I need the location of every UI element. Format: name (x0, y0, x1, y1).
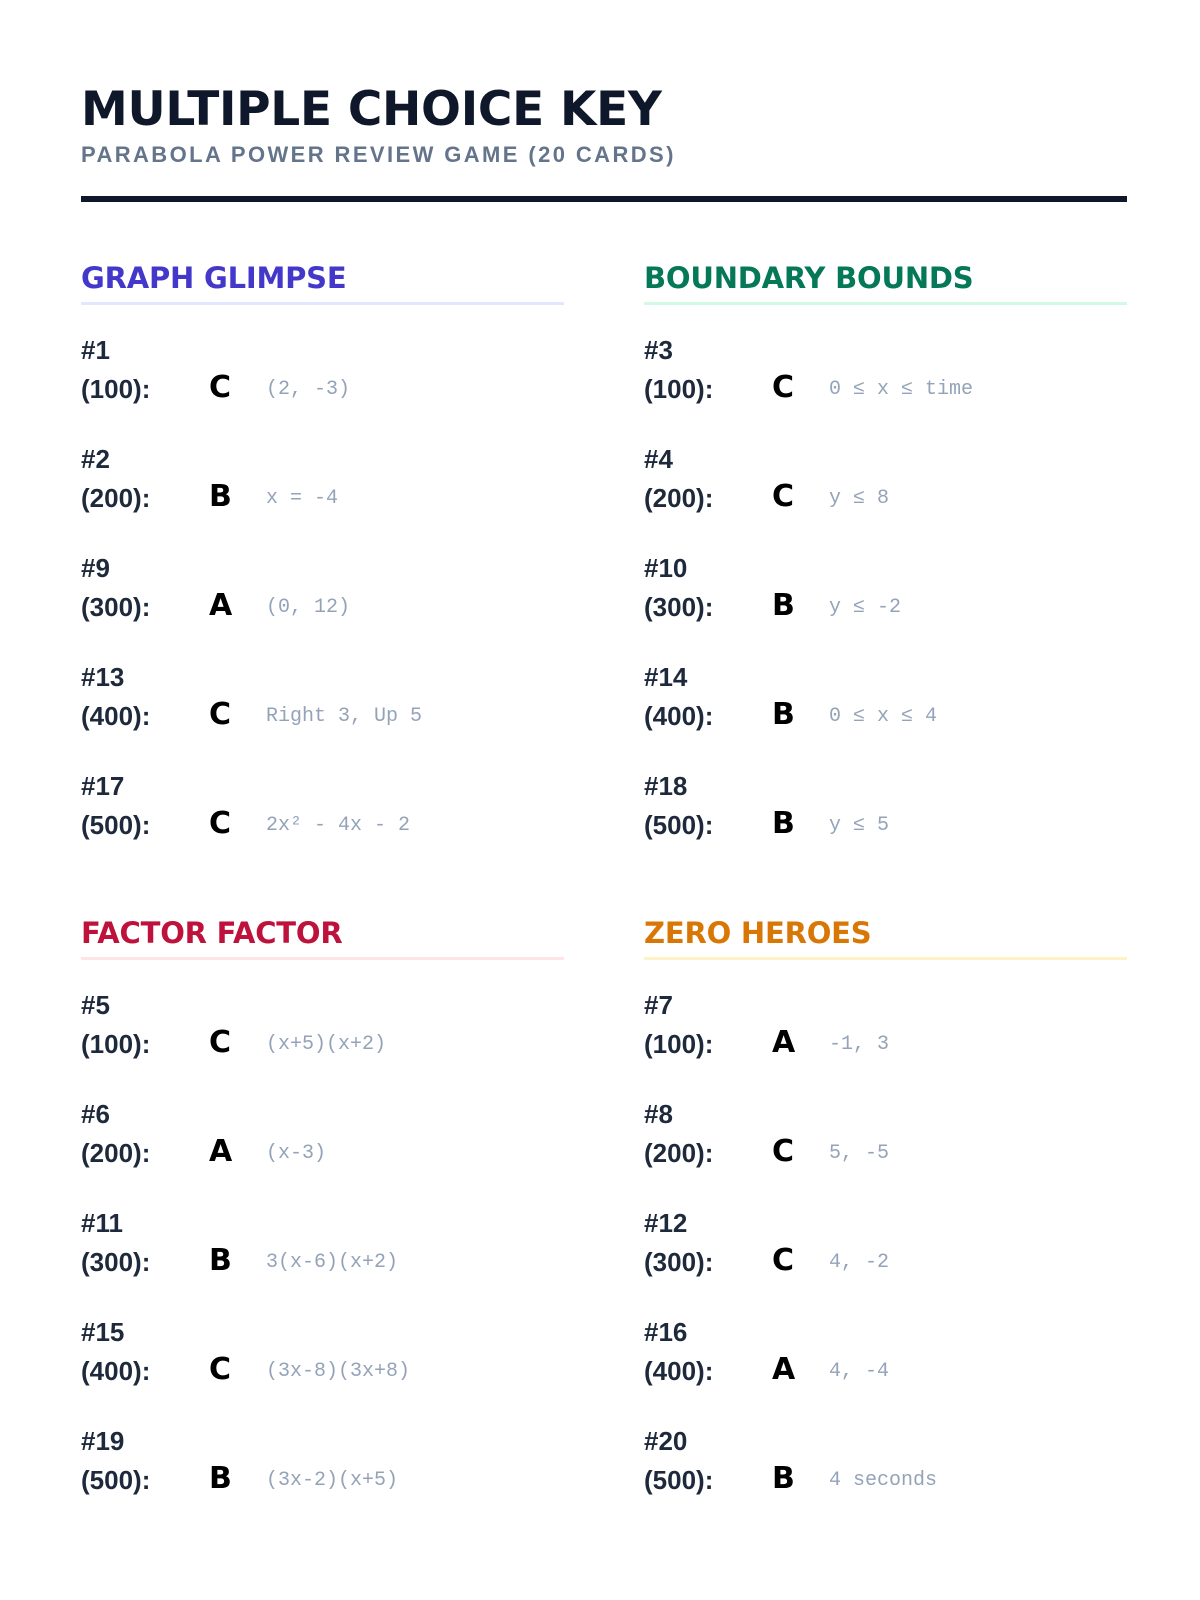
answer-detail: (3x-8)(3x+8) (266, 1360, 411, 1383)
section-zero-heroes (644, 915, 1127, 1500)
answer-detail: y ≤ 8 (829, 487, 890, 510)
page-subtitle: PARABOLA POWER REVIEW GAME (20 CARDS) (81, 142, 676, 167)
answer-letter: B (209, 1461, 232, 1496)
answer-detail: 5, -5 (829, 1142, 890, 1165)
card-label: #1 (100): (81, 335, 151, 404)
card-label: #13 (400): (81, 662, 151, 731)
section-factor-factor (81, 915, 564, 1500)
answer-row (644, 1099, 1127, 1173)
answer-letter: B (772, 697, 795, 732)
card-label: #12 (300): (644, 1208, 714, 1277)
answer-detail: 4, -2 (829, 1251, 890, 1274)
section-graph-glimpse (81, 260, 564, 845)
answer-detail: Right 3, Up 5 (266, 705, 423, 728)
answer-row (81, 444, 564, 518)
card-label: #20 (500): (644, 1426, 714, 1495)
card-label: #14 (400): (644, 662, 714, 731)
title-divider (81, 196, 1127, 202)
answer-letter: C (209, 1025, 232, 1060)
card-label: #8 (200): (644, 1099, 714, 1168)
answer-row (644, 771, 1127, 845)
answer-row (644, 553, 1127, 627)
answer-row (644, 444, 1127, 518)
card-label: #4 (200): (644, 444, 714, 513)
answer-key-page (81, 84, 1127, 1500)
answer-detail: (x+5)(x+2) (266, 1033, 387, 1056)
card-label: #17 (500): (81, 771, 151, 840)
answer-detail: 2x² - 4x - 2 (266, 814, 411, 837)
card-label: #3 (100): (644, 335, 714, 404)
answer-row (644, 1208, 1127, 1282)
answer-detail: y ≤ -2 (829, 596, 902, 619)
answer-row (81, 990, 564, 1064)
answer-letter: B (772, 1461, 795, 1496)
card-label: #7 (100): (644, 990, 714, 1059)
sections-grid (81, 260, 1127, 1500)
section-heading: ZERO HEROES (644, 915, 1127, 960)
answer-row (644, 1426, 1127, 1500)
answer-row (81, 1208, 564, 1282)
answer-letter: C (772, 370, 795, 405)
answer-letter: B (772, 588, 795, 623)
answer-row (644, 990, 1127, 1064)
answer-letter: C (209, 806, 232, 841)
card-label: #11 (300): (81, 1208, 151, 1277)
answer-letter: C (209, 697, 232, 732)
answer-row (81, 335, 564, 409)
answer-row (81, 1426, 564, 1500)
answer-detail: 0 ≤ x ≤ time (829, 378, 974, 401)
answer-row (81, 771, 564, 845)
page-title: MULTIPLE CHOICE KEY (81, 82, 662, 137)
answer-row (81, 553, 564, 627)
answer-letter: C (772, 1134, 795, 1169)
card-label: #15 (400): (81, 1317, 151, 1386)
card-label: #16 (400): (644, 1317, 714, 1386)
answer-detail: (x-3) (266, 1142, 327, 1165)
answer-row (81, 1317, 564, 1391)
card-label: #6 (200): (81, 1099, 151, 1168)
answer-detail: (0, 12) (266, 596, 351, 619)
section-heading: FACTOR FACTOR (81, 915, 564, 960)
section-boundary-bounds (644, 260, 1127, 845)
answer-row (81, 662, 564, 736)
card-label: #19 (500): (81, 1426, 151, 1495)
answer-detail: (2, -3) (266, 378, 351, 401)
answer-letter: A (209, 1134, 233, 1169)
answer-letter: B (209, 479, 232, 514)
answer-row (644, 662, 1127, 736)
answer-letter: C (209, 1352, 232, 1387)
section-heading: GRAPH GLIMPSE (81, 260, 564, 305)
answer-letter: C (772, 1243, 795, 1278)
answer-row (644, 335, 1127, 409)
card-label: #18 (500): (644, 771, 714, 840)
answer-detail: -1, 3 (829, 1033, 890, 1056)
answer-detail: 0 ≤ x ≤ 4 (829, 705, 938, 728)
answer-letter: A (772, 1025, 796, 1060)
answer-detail: 3(x-6)(x+2) (266, 1251, 399, 1274)
answer-letter: C (209, 370, 232, 405)
card-label: #9 (300): (81, 553, 151, 622)
answer-row (644, 1317, 1127, 1391)
answer-detail: x = -4 (266, 487, 339, 510)
answer-detail: (3x-2)(x+5) (266, 1469, 399, 1492)
answer-letter: A (772, 1352, 796, 1387)
card-label: #5 (100): (81, 990, 151, 1059)
answer-letter: C (772, 479, 795, 514)
card-label: #10 (300): (644, 553, 714, 622)
section-heading: BOUNDARY BOUNDS (644, 260, 1127, 305)
answer-row (81, 1099, 564, 1173)
answer-letter: A (209, 588, 233, 623)
answer-detail: 4, -4 (829, 1360, 890, 1383)
answer-detail: 4 seconds (829, 1469, 938, 1492)
answer-letter: B (772, 806, 795, 841)
answer-letter: B (209, 1243, 232, 1278)
card-label: #2 (200): (81, 444, 151, 513)
answer-detail: y ≤ 5 (829, 814, 890, 837)
